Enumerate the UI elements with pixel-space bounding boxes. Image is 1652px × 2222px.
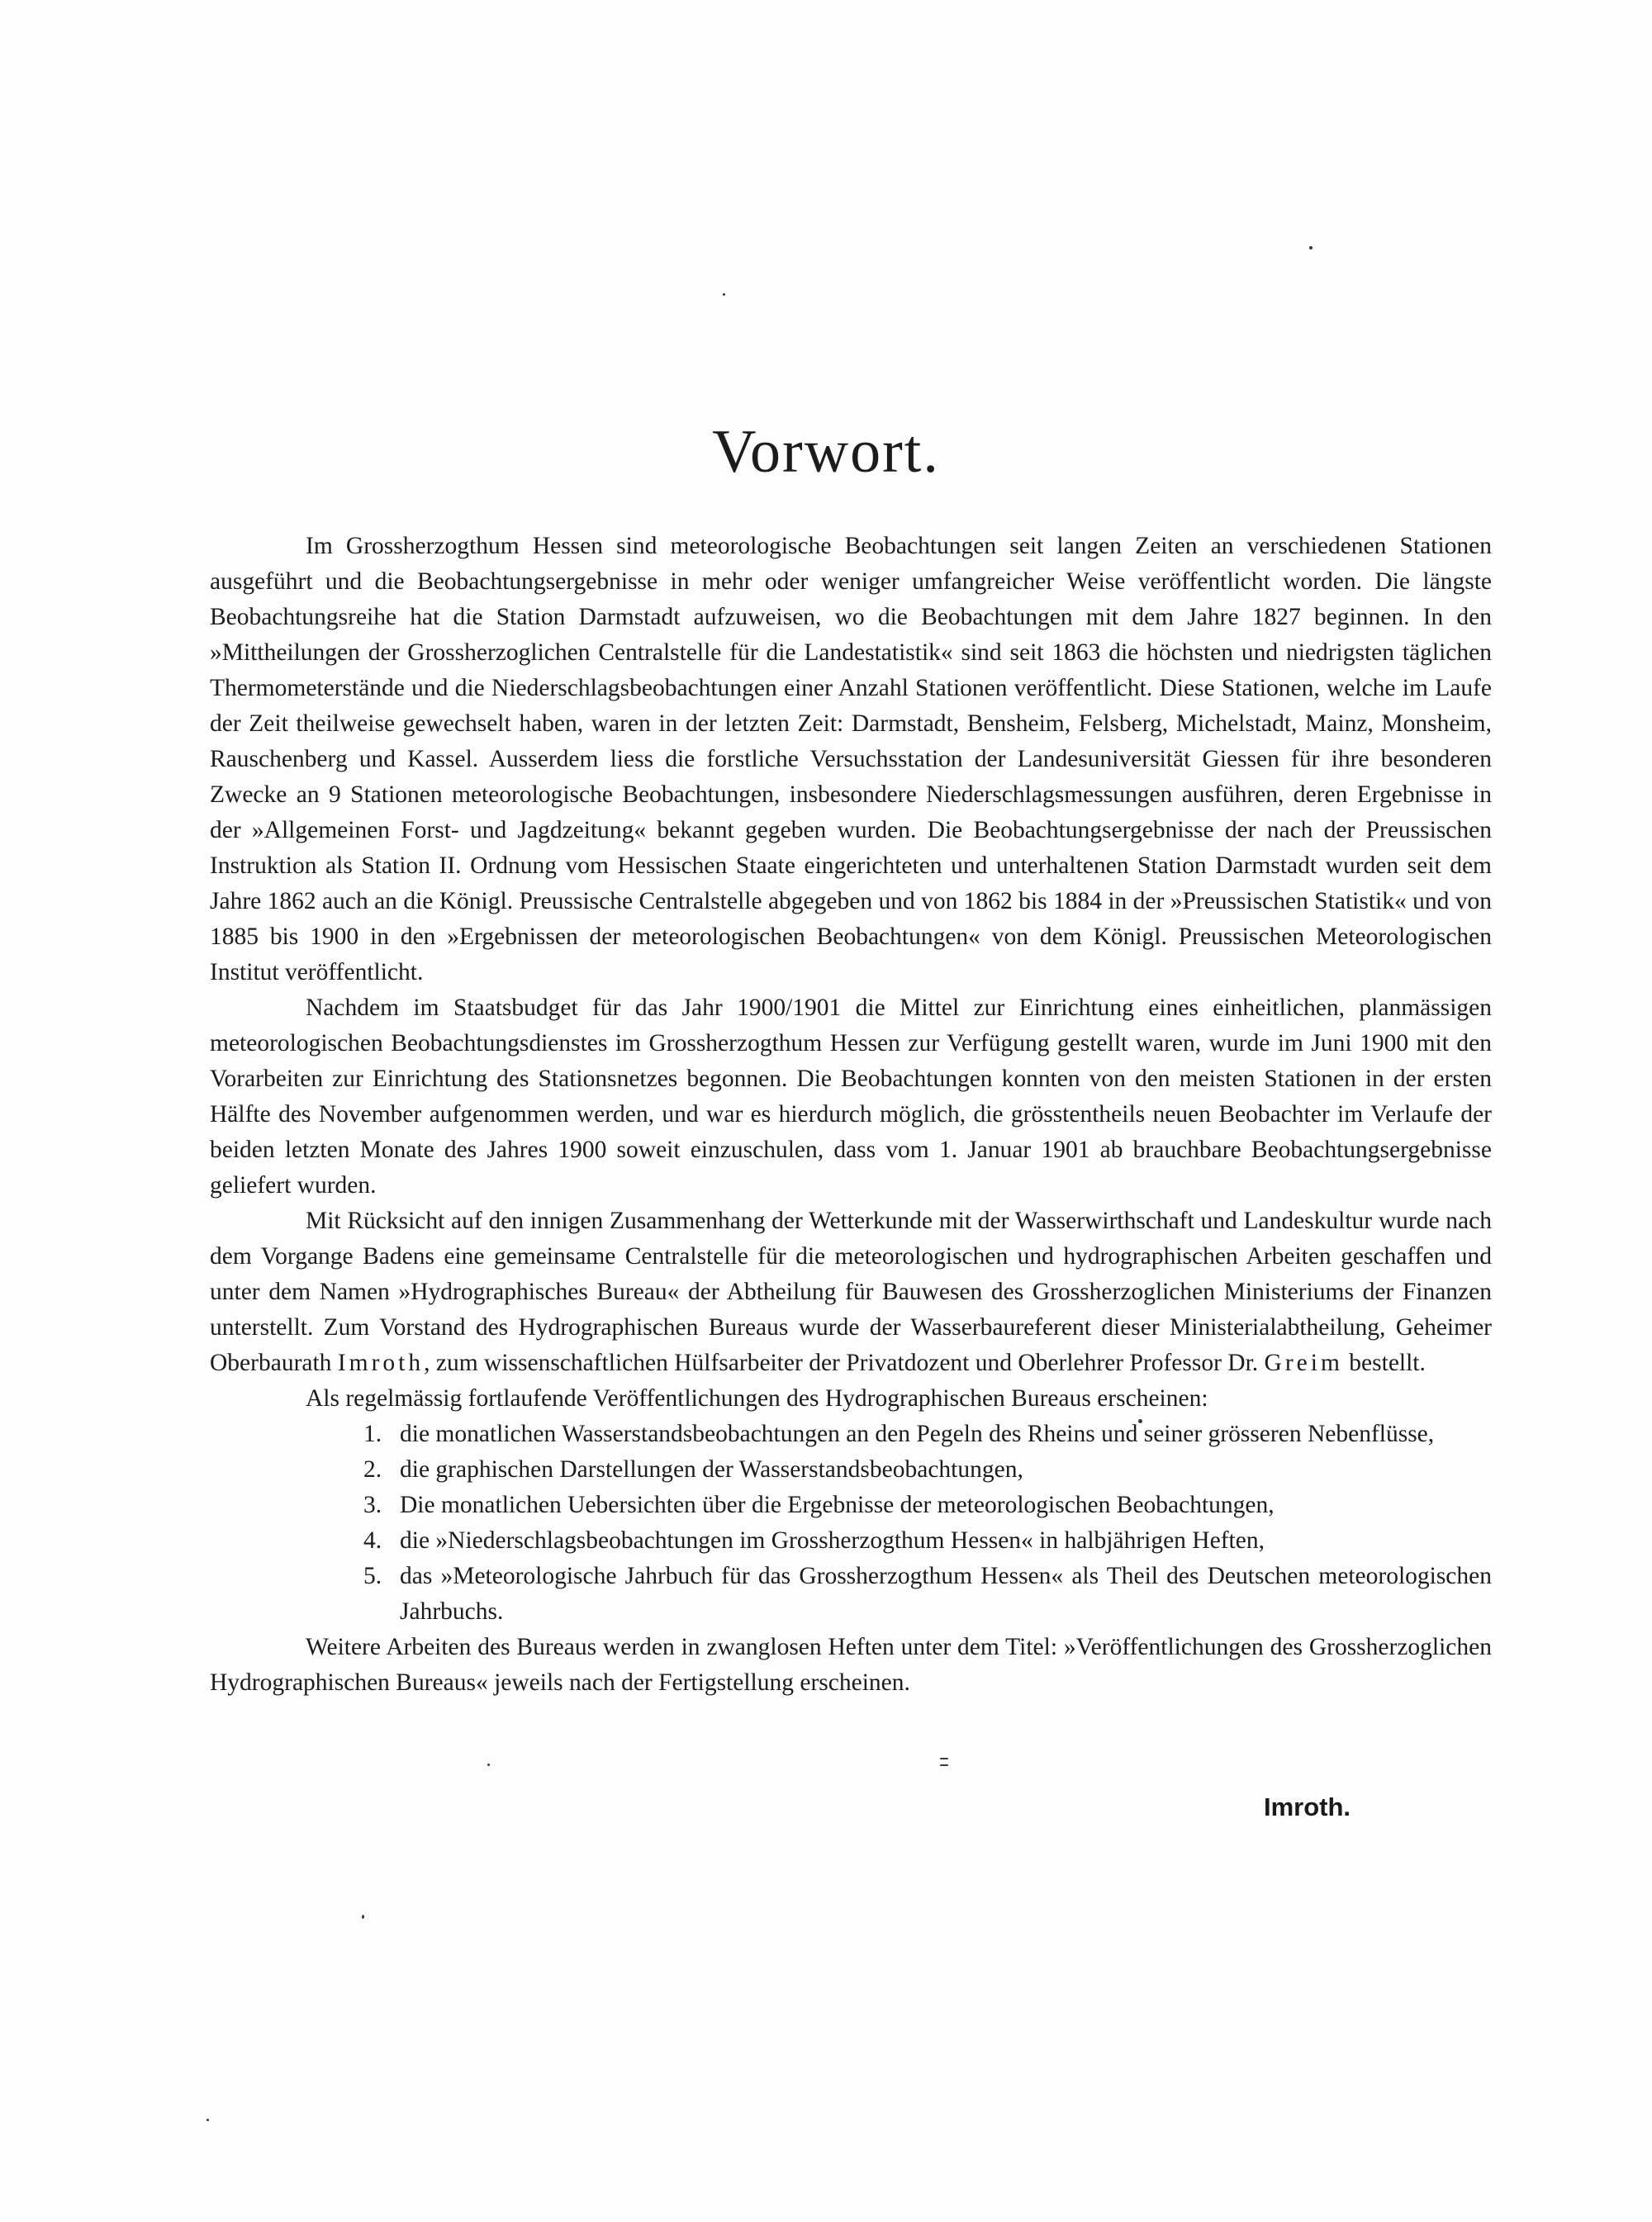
list-item-text: die monatlichen Wasserstandsbeobachtungen an den Pegeln des Rheins und seiner grösseren Nebenflüsse, bbox=[400, 1421, 1435, 1447]
paragraph-bureau-part: bestellt. bbox=[1349, 1350, 1426, 1376]
list-item-number: 2. bbox=[363, 1456, 382, 1483]
paragraph-bureau-part: , zum wissenschaftlichen Hülfsarbeiter der Privatdozent und Oberlehrer Professor Dr. bbox=[424, 1350, 1259, 1376]
list-item bbox=[210, 1523, 1492, 1559]
list-item bbox=[210, 1452, 1492, 1488]
name-greim: Greim bbox=[1264, 1350, 1343, 1376]
scan-speck bbox=[362, 1915, 364, 1919]
list-item bbox=[210, 1559, 1492, 1630]
publications-list bbox=[210, 1417, 1492, 1630]
scan-speck bbox=[206, 2119, 209, 2121]
list-item-text: die graphischen Darstellungen der Wasserstandsbeobachtungen, bbox=[400, 1456, 1023, 1483]
paragraph-bureau bbox=[210, 1204, 1492, 1381]
scan-speck bbox=[940, 1758, 948, 1759]
paragraph-history: Im Grossherzogthum Hessen sind meteorologische Beobachtungen seit langen Zeiten an verschiedenen Stationen ausgeführt und die Beobachtungsergebnisse in mehr oder weniger umfangreicher Weise veröffentlicht worden. Die längste Beobachtungsreihe hat die Station Darmstadt aufzuweisen, wo die Beobachtungen mit dem Jahre 1827 beginnen. In den »Mittheilungen der Grossherzoglichen Centralstelle für die Landestatistik« sind seit 1863 die höchsten und niedrigsten täglichen Thermometerstände und die Niederschlagsbeobachtungen einer Anzahl Stationen veröffentlicht. Diese Stationen, welche im Laufe der Zeit theilweise gewechselt haben, waren in der letzten Zeit: Darmstadt, Bensheim, Felsberg, Michelstadt, Mainz, Monsheim, Rauschenberg und Kassel. Ausserdem liess die forstliche Versuchsstation der Landesuniversität Giessen für ihre besonderen Zwecke an 9 Stationen meteorologische Beobachtungen, insbesondere Niederschlagsmessungen ausführen, deren Ergebnisse in der »Allgemeinen Forst- und Jagdzeitung« bekannt gegeben wurden. Die Beobachtungsergebnisse der nach der Preussischen Instruktion als Station II. Ordnung vom Hessischen Staate eingerichteten und unterhaltenen Station Darmstadt wurden seit dem Jahre 1862 auch an die Königl. Preussische Centralstelle abgegeben und von 1862 bis 1884 in der »Preussischen Statistik« und von 1885 bis 1900 in den »Ergebnissen der meteorologischen Beobachtungen« von dem Königl. Preussischen Meteorologischen Institut veröffentlicht. bbox=[210, 533, 1492, 985]
scan-speck bbox=[940, 1764, 948, 1766]
paragraph-publications-intro: Als regelmässig fortlaufende Veröffentlichungen des Hydrographischen Bureaus erscheinen: bbox=[306, 1385, 1208, 1412]
list-item bbox=[210, 1488, 1492, 1523]
scan-speck bbox=[487, 1764, 490, 1766]
paragraph-bureau-part: Mit Rücksicht auf den innigen Zusammenhang der Wetterkunde mit der Wasserwirthschaft und Landeskultur wurde nach dem Vorgange Badens eine gemeinsame Centralstelle für die meteorologischen und hydrographischen Arbeiten geschaffen und unter dem Namen »Hydrographisches Bureau« der Abtheilung für Bauwesen des Grossherzoglichen Ministeriums der Finanzen unterstellt. Zum Vorstand des Hydrographischen Bureaus wurde der Wasserbaureferent dieser Ministerialabtheilung, Geheimer Oberbaurath bbox=[210, 1208, 1492, 1376]
list-item-number: 1. bbox=[363, 1421, 382, 1447]
scan-speck bbox=[1309, 246, 1313, 249]
scan-speck bbox=[723, 293, 725, 296]
name-imroth: Imroth bbox=[337, 1350, 425, 1376]
list-item bbox=[210, 1417, 1492, 1452]
list-item-number: 5. bbox=[363, 1563, 382, 1589]
list-item-text: die »Niederschlagsbeobachtungen im Grossherzogthum Hessen« in halbjährigen Heften, bbox=[400, 1527, 1265, 1554]
list-item-text: Die monatlichen Uebersichten über die Ergebnisse der meteorologischen Beobachtungen, bbox=[400, 1492, 1275, 1518]
paragraph-budget: Nachdem im Staatsbudget für das Jahr 1900/1901 die Mittel zur Einrichtung eines einheitlichen, planmässigen meteorologischen Beobachtungsdienstes im Grossherzogthum Hessen zur Verfügung gestellt waren, wurde im Juni 1900 mit den Vorarbeiten zur Einrichtung des Stationsnetzes begonnen. Die Beobachtungen konnten von den meisten Stationen in der ersten Hälfte des November aufgenommen werden, und war es hierdurch möglich, die grösstentheils neuen Beobachter im Verlaufe der beiden letzten Monate des Jahres 1900 soweit einzuschulen, dass vom 1. Januar 1901 ab brauchbare Beobachtungsergebnisse geliefert wurden. bbox=[210, 995, 1492, 1199]
paragraph-further-works: Weitere Arbeiten des Bureaus werden in zwanglosen Heften unter dem Titel: »Veröffentlichungen des Grossherzoglichen Hydrographischen Bureaus« jeweils nach der Fertigstellung erscheinen. bbox=[210, 1634, 1492, 1696]
list-item-number: 3. bbox=[363, 1492, 382, 1518]
preface-body bbox=[210, 529, 1492, 1701]
list-item-number: 4. bbox=[363, 1527, 382, 1554]
author-signature: Imroth. bbox=[1264, 1792, 1351, 1821]
page-title: Vorwort. bbox=[712, 418, 940, 486]
list-item-text: das »Meteorologische Jahrbuch für das Grossherzogthum Hessen« als Theil des Deutschen meteorologischen Jahrbuchs. bbox=[400, 1563, 1492, 1625]
